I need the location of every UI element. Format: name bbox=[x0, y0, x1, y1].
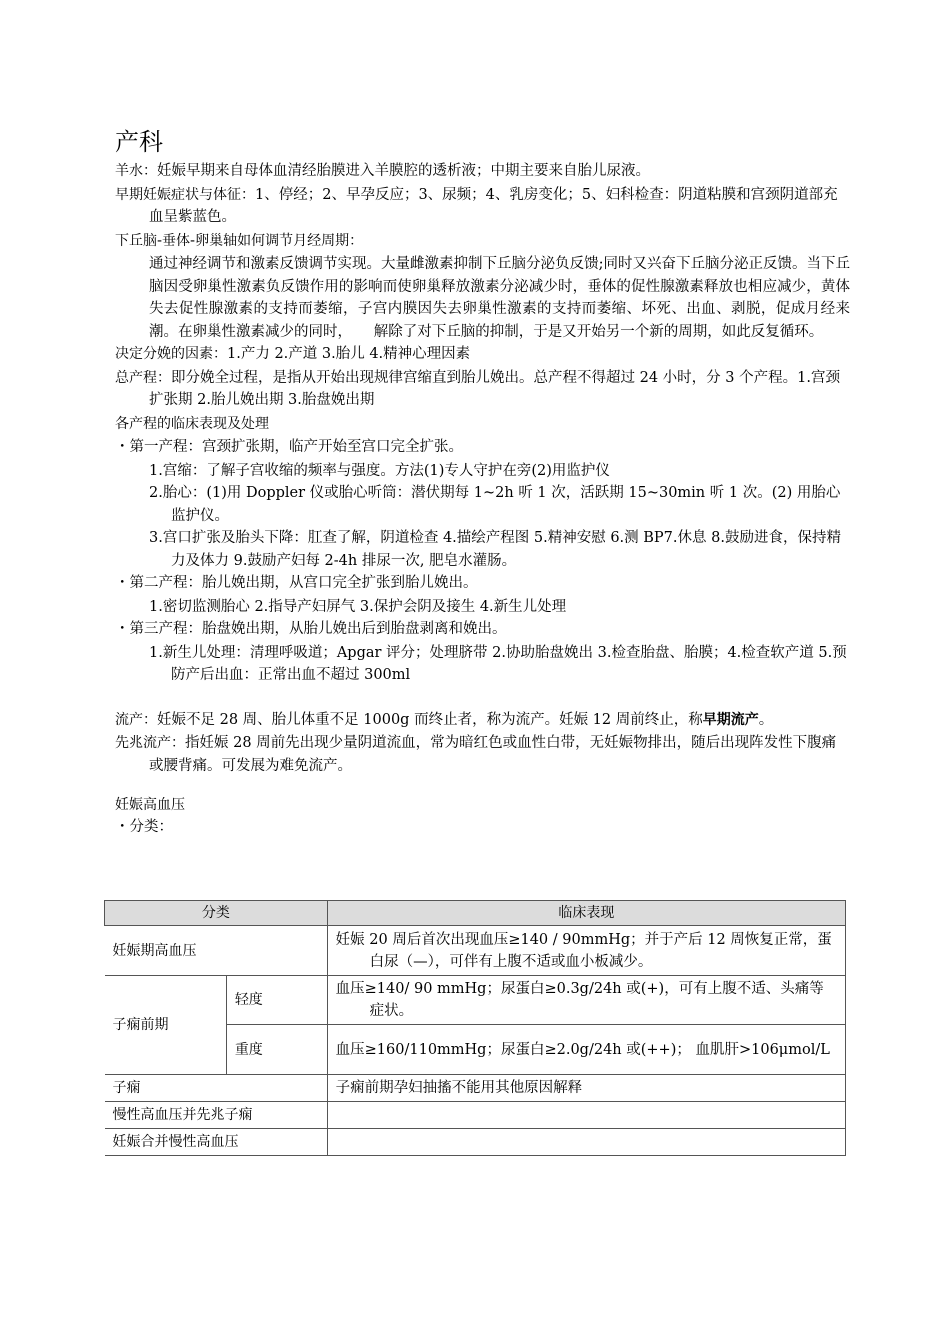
axis-text: 通过神经调节和激素反馈调节实现。大量雌激素抑制下丘脑分泌负反馈;同时又兴奋下丘脑分泌正反馈。当下丘脑因受卵巢性激素负反馈作用的影响而使卵巢释放激素分泌减少时，垂体的促性腺激素释放也相应减少，黄体失去促性腺激素的支持而萎缩，子宫内膜因失去卵巢性激素的支持而萎缩、坏死、出血、剥脱，促成月经来潮。在卵巢性激素减少的同时， 解除了对下丘脑的抑制，于是又开始另一个新的周期，如此反复循环。 bbox=[149, 256, 850, 340]
definition-text: 即分娩全过程，是指从开始出现规律宫缩直到胎儿娩出。总产程不得超过 24 小时，分 3 个产程。1.宫颈扩张期 2.胎儿娩出期 3.胎盘娩出期 bbox=[149, 369, 840, 408]
category-cell: 子痫 bbox=[105, 1075, 328, 1102]
axis-heading: 下丘脑-垂体-卵巢轴如何调节月经周期： bbox=[115, 232, 364, 249]
third-stage-heading: ・第三产程：胎盘娩出期，从胎儿娩出后到胎盘剥离和娩出。 bbox=[115, 621, 507, 637]
table-row bbox=[105, 926, 846, 976]
table-row bbox=[105, 1129, 846, 1156]
term-label: 总产程： bbox=[115, 369, 171, 386]
term-label: 流产： bbox=[115, 711, 157, 728]
category-cell: 子痫前期 bbox=[105, 976, 227, 1075]
first-stage-heading: ・第一产程：宫颈扩张期，临产开始至宫口完全扩张。 bbox=[115, 439, 463, 455]
hypertension-table bbox=[104, 900, 846, 1156]
amniotic-paragraph bbox=[115, 160, 850, 183]
definition-text: 妊娠不足 28 周、胎儿体重不足 1000g 而终止者，称为流产。妊娠 12 周前终止，称 bbox=[157, 711, 703, 728]
abortion-paragraph bbox=[115, 709, 850, 732]
table-row bbox=[105, 1102, 846, 1129]
first-stage-item: 3.宫口扩张及胎头下降：肛查了解，阴道检查 4.描绘产程图 5.精神安慰 6.测 BP7.休息 8.鼓励进食，保持精力及体力 9.鼓励产妇每 2-4h 排尿一次, 肥皂水灌肠。 bbox=[149, 530, 841, 569]
description-text: 妊娠 20 周后首次出现血压≥140 / 90mmHg；并于产后 12 周恢复正常，蛋白尿（—），可伴有上腹不适或血小板减少。 bbox=[335, 931, 832, 970]
description-cell bbox=[327, 1025, 845, 1075]
page-title: 产科 bbox=[115, 128, 163, 156]
definition-text: 1.产力 2.产道 3.胎儿 4.精神心理因素 bbox=[227, 346, 471, 362]
column-header: 分类 bbox=[105, 901, 328, 926]
classification-label: ・分类： bbox=[115, 818, 173, 835]
term-label: 决定分娩的因素： bbox=[115, 346, 227, 362]
description-cell: 子痫前期孕妇抽搐不能用其他原因解释 bbox=[327, 1075, 845, 1102]
definition-end: 。 bbox=[758, 711, 774, 728]
description-text: 血压≥140/ 90 mmHg；尿蛋白≥0.3g/24h 或(+)，可有上腹不适、头痛等症状。 bbox=[335, 981, 824, 1019]
bold-term: 早期流产 bbox=[702, 711, 759, 728]
definition-text: 1、停经；2、早孕反应；3、尿频；4、乳房变化；5、妇科检查：阴道粘膜和宫颈阴道部充血呈紫蓝色。 bbox=[149, 186, 838, 225]
description-cell bbox=[327, 1102, 845, 1129]
table-header-row bbox=[105, 901, 846, 926]
description-cell bbox=[327, 1129, 845, 1156]
axis-paragraph bbox=[115, 253, 850, 343]
term-label: 羊水： bbox=[115, 163, 157, 179]
term-label: 先兆流产： bbox=[115, 735, 185, 751]
term-label: 早期妊娠症状与体征： bbox=[115, 186, 255, 203]
description-cell bbox=[327, 926, 845, 976]
category-cell: 慢性高血压并先兆子痫 bbox=[105, 1102, 328, 1129]
subcategory-cell: 轻度 bbox=[226, 976, 327, 1025]
first-stage-item: 1.宫缩：了解子宫收缩的频率与强度。方法(1)专人守护在旁(2)用监护仪 bbox=[149, 462, 610, 479]
third-stage-item: 1.新生儿处理：清理呼吸道；Apgar 评分；处理脐带 2.协助胎盘娩出 3.检查胎盘、胎膜；4.检查软产道 5.预防产后出血：正常出血不超过 300ml bbox=[149, 644, 847, 683]
hypertension-heading: 妊娠高血压 bbox=[115, 797, 185, 813]
threatened-abortion-paragraph bbox=[115, 732, 850, 777]
early-pregnancy-paragraph bbox=[115, 184, 850, 229]
definition-text: 指妊娠 28 周前先出现少量阴道流血，常为暗红色或血性白带，无妊娠物排出，随后出现阵发性下腹痛或腰背痛。可发展为难免流产。 bbox=[149, 735, 837, 774]
category-cell: 妊娠合并慢性高血压 bbox=[105, 1129, 328, 1156]
subcategory-cell: 重度 bbox=[226, 1025, 327, 1075]
second-stage-heading: ・第二产程：胎儿娩出期，从宫口完全扩张到胎儿娩出。 bbox=[115, 575, 478, 591]
first-stage-item: 2.胎心：(1)用 Doppler 仪或胎心听筒：潜伏期每 1~2h 听 1 次，活跃期 15~30min 听 1 次。(2) 用胎心监护仪。 bbox=[149, 485, 841, 524]
category-cell: 妊娠期高血压 bbox=[105, 926, 328, 976]
spacer bbox=[115, 687, 850, 709]
table-row bbox=[105, 1075, 846, 1102]
description-text: 血压≥160/110mmHg；尿蛋白≥2.0g/24h 或(++)； 血肌肝>106μmol/L bbox=[335, 1041, 830, 1058]
description-cell bbox=[327, 976, 845, 1025]
definition-text: 妊娠早期来自母体血清经胎膜进入羊膜腔的透析液；中期主要来自胎儿尿液。 bbox=[157, 163, 650, 179]
total-labor-paragraph bbox=[115, 367, 850, 412]
second-stage-item: 1.密切监测胎心 2.指导产妇屏气 3.保护会阴及接生 4.新生儿处理 bbox=[149, 598, 567, 615]
table-row bbox=[105, 976, 846, 1025]
stages-heading: 各产程的临床表现及处理 bbox=[115, 415, 269, 432]
document-body bbox=[115, 160, 850, 837]
column-header: 临床表现 bbox=[327, 901, 845, 926]
spacer bbox=[115, 778, 850, 794]
delivery-factors-paragraph bbox=[115, 343, 850, 366]
